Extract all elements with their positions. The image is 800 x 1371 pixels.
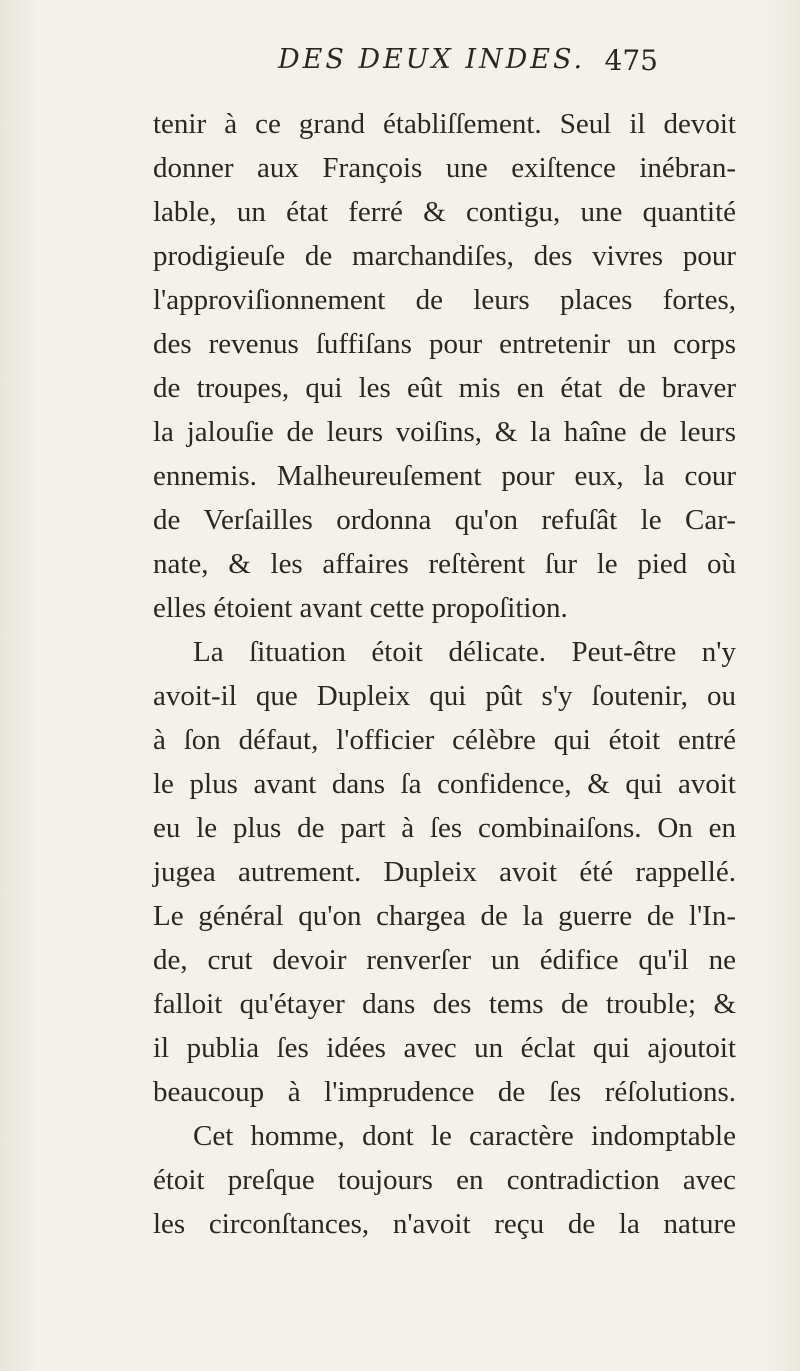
text-line: jugea autrement. Dupleix avoit été rappellé.: [153, 856, 736, 888]
text-line: de Verſailles ordonna qu'on refuſât le Car-: [153, 504, 736, 536]
text-line: avoit-il que Dupleix qui pût s'y ſoutenir, ou: [153, 680, 736, 712]
text-line: le plus avant dans ſa confidence, & qui avoit: [153, 768, 736, 800]
text-line: beaucoup à l'imprudence de ſes réſolutions.: [153, 1076, 736, 1108]
page-number: 475: [604, 44, 658, 77]
text-line: Cet homme, dont le caractère indomptable: [193, 1120, 736, 1152]
text-line: des revenus ſuffiſans pour entretenir un corps: [153, 328, 736, 360]
text-line: les circonſtances, n'avoit reçu de la nature: [153, 1208, 736, 1240]
text-line: falloit qu'étayer dans des tems de trouble; &: [153, 988, 736, 1020]
text-line: prodigieuſe de marchandiſes, des vivres pour: [153, 240, 736, 272]
text-line: ennemis. Malheureuſement pour eux, la cour: [153, 460, 736, 492]
text-line: à ſon défaut, l'officier célèbre qui étoit entré: [153, 724, 736, 756]
text-line: donner aux François une exiſtence inébran-: [153, 152, 736, 184]
text-line: nate, & les affaires reſtèrent ſur le pied où: [153, 548, 736, 580]
text-line: elles étoient avant cette propoſition.: [153, 592, 568, 624]
text-line: eu le plus de part à ſes combinaiſons. On en: [153, 812, 736, 844]
text-line: Le général qu'on chargea de la guerre de l'In-: [153, 900, 736, 932]
page-header: [278, 44, 658, 84]
text-line: de, crut devoir renverſer un édifice qu'il ne: [153, 944, 736, 976]
text-line: La ſituation étoit délicate. Peut-être n'y: [193, 636, 736, 668]
text-line: lable, un état ferré & contigu, une quantité: [153, 196, 736, 228]
text-line: étoit preſque toujours en contradiction avec: [153, 1164, 736, 1196]
text-line: l'approviſionnement de leurs places fortes,: [153, 284, 736, 316]
text-line: tenir à ce grand établiſſement. Seul il devoit: [153, 108, 736, 140]
text-line: il publia ſes idées avec un éclat qui ajoutoit: [153, 1032, 736, 1064]
text-line: de troupes, qui les eût mis en état de braver: [153, 372, 736, 404]
text-line: la jalouſie de leurs voiſins, & la haîne de leurs: [153, 416, 736, 448]
running-title: DES DEUX INDES.: [278, 44, 586, 75]
